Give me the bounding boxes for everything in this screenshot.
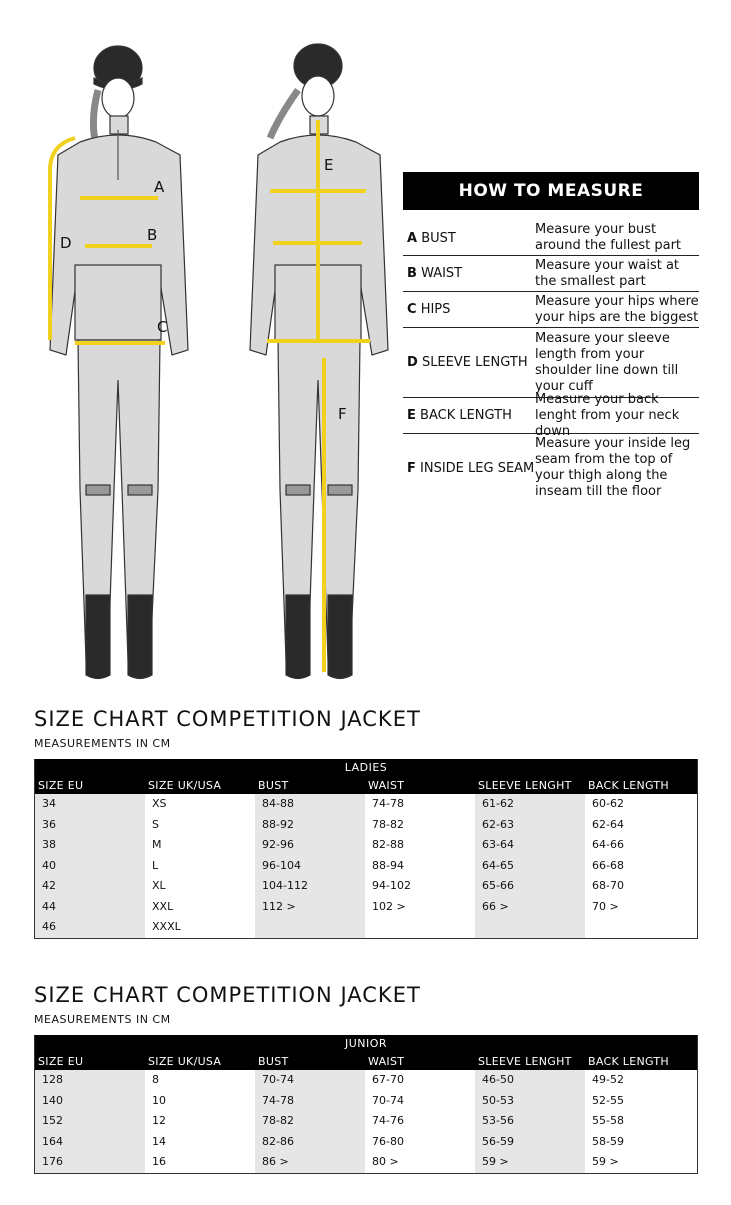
table-cell: 92-96 xyxy=(255,835,365,856)
table-cell: 140 xyxy=(35,1091,145,1112)
measure-name: BUST xyxy=(421,230,456,246)
header-cell: SIZE EU xyxy=(38,1055,84,1068)
table-group-label: JUNIOR xyxy=(35,1035,697,1053)
table-cell: 76-80 xyxy=(365,1132,475,1153)
measure-key: C xyxy=(407,302,417,317)
how-to-measure-title: HOW TO MEASURE xyxy=(403,172,699,210)
table-cell: M xyxy=(145,835,255,856)
table-cell: 78-82 xyxy=(255,1111,365,1132)
table-cell xyxy=(585,917,697,938)
table-cell: 60-62 xyxy=(585,794,697,815)
table-cell: 14 xyxy=(145,1132,255,1153)
label-a: A xyxy=(154,178,165,196)
measure-name: WAIST xyxy=(421,266,463,281)
table-cell: 8 xyxy=(145,1070,255,1091)
header-cell: SLEEVE LENGHT xyxy=(478,779,572,792)
header-cell: BACK LENGTH xyxy=(588,1055,669,1068)
table-cell: 82-86 xyxy=(255,1132,365,1153)
table-cell: 84-88 xyxy=(255,794,365,815)
junior-table xyxy=(34,1035,698,1174)
table-cell: 96-104 xyxy=(255,856,365,877)
table-group-label: LADIES xyxy=(35,759,697,777)
table-cell: 62-63 xyxy=(475,815,585,836)
table-cell: 102 > xyxy=(365,897,475,918)
table-row xyxy=(35,1152,697,1173)
measure-row-back xyxy=(403,391,699,439)
table-cell: 46-50 xyxy=(475,1070,585,1091)
label-b: B xyxy=(147,226,158,244)
header-cell: SLEEVE LENGHT xyxy=(478,1055,572,1068)
table-cell: XXXL xyxy=(145,917,255,938)
table-cell: 52-55 xyxy=(585,1091,697,1112)
table-cell: XS xyxy=(145,794,255,815)
table-cell: XL xyxy=(145,876,255,897)
measure-row-hips xyxy=(403,292,699,328)
table-cell: 74-78 xyxy=(255,1091,365,1112)
table-row xyxy=(35,1070,697,1091)
chart-title: SIZE CHART COMPETITION JACKET xyxy=(34,707,421,731)
table-cell: 44 xyxy=(35,897,145,918)
measure-name: HIPS xyxy=(420,302,451,317)
table-cell: 62-64 xyxy=(585,815,697,836)
header-cell: BUST xyxy=(258,779,289,792)
measure-key: E xyxy=(407,408,416,423)
how-to-measure-panel xyxy=(403,172,699,502)
table-cell: 64-65 xyxy=(475,856,585,877)
table-row xyxy=(35,1132,697,1153)
header-cell: WAIST xyxy=(368,1055,405,1068)
table-cell: 38 xyxy=(35,835,145,856)
table-row xyxy=(35,1111,697,1132)
measure-desc: Measure your waist at the smallest part xyxy=(535,257,680,289)
measure-desc: Measure your back lenght from your neck down xyxy=(535,391,680,439)
table-cell: 40 xyxy=(35,856,145,877)
table-row xyxy=(35,815,697,836)
table-cell: 64-66 xyxy=(585,835,697,856)
header-cell: WAIST xyxy=(368,779,405,792)
table-cell: 104-112 xyxy=(255,876,365,897)
table-cell: 42 xyxy=(35,876,145,897)
header-cell: BACK LENGTH xyxy=(588,779,669,792)
measure-desc: Measure your bust around the fullest part xyxy=(535,222,682,253)
measure-name: BACK LENGTH xyxy=(420,408,512,423)
ladies-size-chart xyxy=(34,705,698,939)
table-cell: 49-52 xyxy=(585,1070,697,1091)
table-cell: 82-88 xyxy=(365,835,475,856)
header-cell: SIZE UK/USA xyxy=(148,1055,222,1068)
table-cell: 58-59 xyxy=(585,1132,697,1153)
measure-name: INSIDE LEG SEAM xyxy=(420,460,535,476)
table-cell: 70-74 xyxy=(255,1070,365,1091)
chart-subtitle: MEASUREMENTS IN CM xyxy=(34,737,171,750)
measure-key: A xyxy=(407,230,418,246)
table-row xyxy=(35,794,697,815)
table-cell: 56-59 xyxy=(475,1132,585,1153)
table-cell: 70 > xyxy=(585,897,697,918)
table-cell: 59 > xyxy=(585,1152,697,1173)
measure-desc: Measure your hips where your hips are the biggest xyxy=(535,293,699,325)
chart-subtitle: MEASUREMENTS IN CM xyxy=(34,1013,171,1026)
table-cell: 164 xyxy=(35,1132,145,1153)
measure-row-leg xyxy=(403,434,699,502)
table-cell: 10 xyxy=(145,1091,255,1112)
header-cell: SIZE UK/USA xyxy=(148,779,222,792)
measure-row-sleeve xyxy=(403,328,699,398)
measure-key: B xyxy=(407,266,417,281)
table-body xyxy=(35,794,697,938)
table-cell: 16 xyxy=(145,1152,255,1173)
label-f: F xyxy=(338,405,347,423)
table-cell xyxy=(475,917,585,938)
table-cell: 66-68 xyxy=(585,856,697,877)
header-cell: SIZE EU xyxy=(38,779,84,792)
table-header xyxy=(35,777,697,794)
table-cell: XXL xyxy=(145,897,255,918)
table-cell: 88-94 xyxy=(365,856,475,877)
table-cell: 78-82 xyxy=(365,815,475,836)
chart-title: SIZE CHART COMPETITION JACKET xyxy=(34,983,421,1007)
table-cell: 68-70 xyxy=(585,876,697,897)
label-e: E xyxy=(324,156,334,174)
table-cell: 152 xyxy=(35,1111,145,1132)
table-row xyxy=(35,1091,697,1112)
table-row xyxy=(35,856,697,877)
table-cell: 74-78 xyxy=(365,794,475,815)
table-header xyxy=(35,1053,697,1070)
table-cell: 63-64 xyxy=(475,835,585,856)
table-row xyxy=(35,876,697,897)
junior-size-chart xyxy=(34,981,698,1174)
measure-name: SLEEVE LENGTH xyxy=(421,355,528,370)
table-row xyxy=(35,897,697,918)
measurement-illustration xyxy=(30,20,395,685)
table-cell: 70-74 xyxy=(365,1091,475,1112)
table-cell: 67-70 xyxy=(365,1070,475,1091)
table-cell: 59 > xyxy=(475,1152,585,1173)
table-cell: 86 > xyxy=(255,1152,365,1173)
table-cell xyxy=(255,917,365,938)
measure-desc: Measure your inside leg seam from the top of your thigh along the inseam till the floor xyxy=(535,436,691,499)
table-cell: S xyxy=(145,815,255,836)
table-cell: L xyxy=(145,856,255,877)
table-cell: 74-76 xyxy=(365,1111,475,1132)
table-cell: 88-92 xyxy=(255,815,365,836)
table-cell: 176 xyxy=(35,1152,145,1173)
table-row xyxy=(35,835,697,856)
table-cell: 80 > xyxy=(365,1152,475,1173)
table-cell: 53-56 xyxy=(475,1111,585,1132)
table-cell: 36 xyxy=(35,815,145,836)
table-cell: 61-62 xyxy=(475,794,585,815)
label-c: C xyxy=(157,318,168,336)
measure-key: F xyxy=(407,460,416,476)
table-cell: 55-58 xyxy=(585,1111,697,1132)
measure-row-bust xyxy=(403,221,699,256)
table-cell: 65-66 xyxy=(475,876,585,897)
measure-row-waist xyxy=(403,256,699,292)
table-body xyxy=(35,1070,697,1173)
measure-desc: Measure your sleeve length from your shoulder line down till your cuff xyxy=(535,330,679,394)
table-row xyxy=(35,917,697,938)
table-cell: 12 xyxy=(145,1111,255,1132)
table-cell: 128 xyxy=(35,1070,145,1091)
table-cell: 112 > xyxy=(255,897,365,918)
ladies-table xyxy=(34,759,698,939)
table-cell: 50-53 xyxy=(475,1091,585,1112)
header-cell: BUST xyxy=(258,1055,289,1068)
label-d: D xyxy=(60,234,72,252)
measure-key: D xyxy=(407,355,418,370)
table-cell xyxy=(365,917,475,938)
table-cell: 66 > xyxy=(475,897,585,918)
table-cell: 34 xyxy=(35,794,145,815)
table-cell: 94-102 xyxy=(365,876,475,897)
table-cell: 46 xyxy=(35,917,145,938)
